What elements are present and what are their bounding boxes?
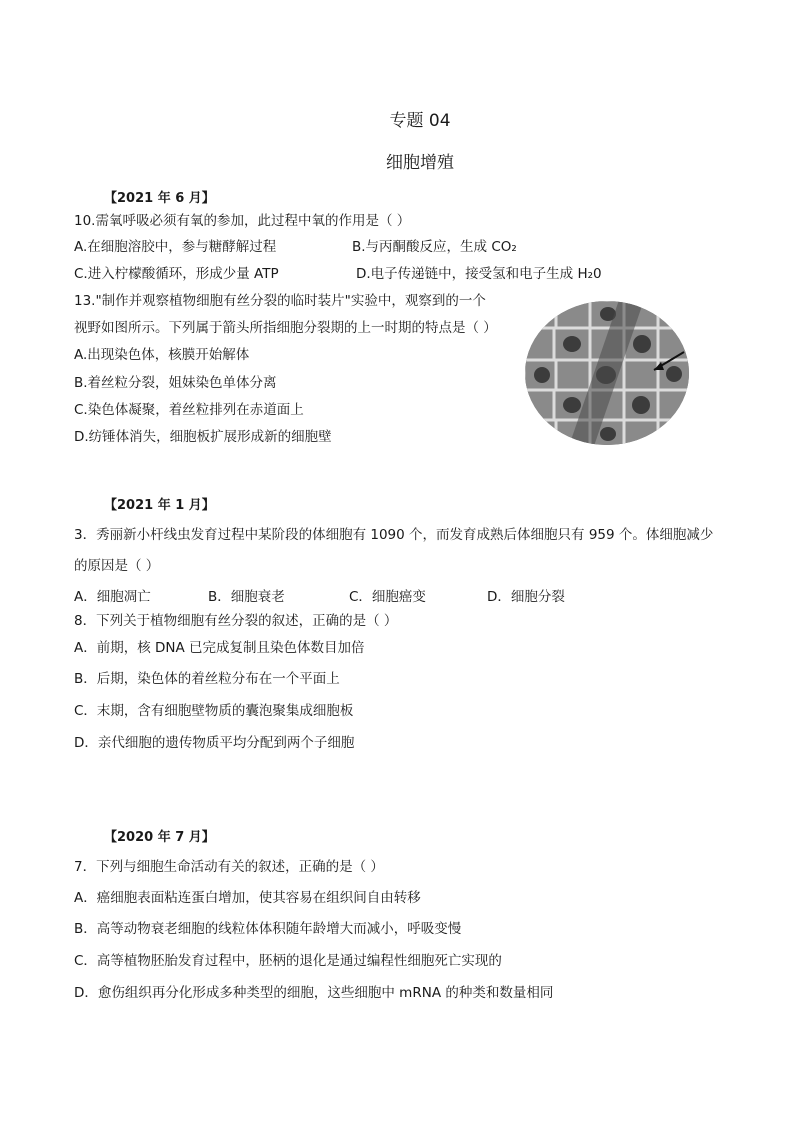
page-title: 专题 04 bbox=[389, 111, 451, 131]
q3-option-d: D．细胞分裂 bbox=[487, 589, 565, 605]
q13-option-b: B.着丝粒分裂，姐妹染色单体分离 bbox=[74, 375, 277, 391]
q8-option-a: A．前期，核 DNA 已完成复制且染色体数目加倍 bbox=[74, 640, 365, 656]
q10-option-d: D.电子传递链中，接受氢和电子生成 H₂0 bbox=[356, 266, 602, 282]
q7-option-d: D．愈伤组织再分化形成多种类型的细胞，这些细胞中 mRNA 的种类和数量相同 bbox=[74, 985, 554, 1001]
q7-option-c: C．高等植物胚胎发育过程中，胚柄的退化是通过编程性细胞死亡实现的 bbox=[74, 953, 502, 969]
microscope-cell-image bbox=[524, 300, 690, 446]
q10-option-b: B.与丙酮酸反应，生成 CO₂ bbox=[352, 239, 517, 255]
q8-option-c: C．末期，含有细胞壁物质的囊泡聚集成细胞板 bbox=[74, 703, 354, 719]
section-tag-2021-06: 【2021 年 6 月】 bbox=[104, 191, 215, 206]
q7-option-a: A．癌细胞表面粘连蛋白增加，使其容易在组织间自由转移 bbox=[74, 890, 421, 906]
q13-option-a: A.出现染色体，核膜开始解体 bbox=[74, 347, 250, 363]
q3-option-b: B．细胞衰老 bbox=[208, 589, 285, 605]
q13-stem-line1: 13."制作并观察植物细胞有丝分裂的临时装片"实验中，观察到的一个 bbox=[74, 293, 486, 309]
q7-option-b: B．高等动物衰老细胞的线粒体体积随年龄增大而减小，呼吸变慢 bbox=[74, 921, 462, 937]
q10-stem: 10.需氧呼吸必须有氧的参加，此过程中氧的作用是（ ） bbox=[74, 213, 411, 229]
q8-stem: 8．下列关于植物细胞有丝分裂的叙述，正确的是（ ） bbox=[74, 613, 398, 629]
q3-stem-line2: 的原因是（ ） bbox=[74, 558, 160, 574]
q13-option-c: C.染色体凝聚，着丝粒排列在赤道面上 bbox=[74, 402, 304, 418]
q13-option-d: D.纺锤体消失，细胞板扩展形成新的细胞壁 bbox=[74, 429, 332, 445]
section-tag-2020-07: 【2020 年 7 月】 bbox=[104, 830, 215, 845]
q3-option-c: C．细胞癌变 bbox=[349, 589, 426, 605]
q10-option-a: A.在细胞溶胶中，参与糖酵解过程 bbox=[74, 239, 277, 255]
section-tag-2021-01: 【2021 年 1 月】 bbox=[104, 498, 215, 513]
q10-option-c: C.进入柠檬酸循环，形成少量 ATP bbox=[74, 266, 279, 282]
q13-stem-line2: 视野如图所示。下列属于箭头所指细胞分裂期的上一时期的特点是（ ） bbox=[74, 320, 497, 336]
q8-option-d: D．亲代细胞的遗传物质平均分配到两个子细胞 bbox=[74, 735, 355, 751]
q7-stem: 7．下列与细胞生命活动有关的叙述，正确的是（ ） bbox=[74, 859, 384, 875]
page-subtitle: 细胞增殖 bbox=[386, 153, 454, 173]
q3-stem-line1: 3．秀丽新小杆线虫发育过程中某阶段的体细胞有 1090 个，而发育成熟后体细胞只有 959 个。体细胞减少 bbox=[74, 527, 714, 543]
q8-option-b: B．后期，染色体的着丝粒分布在一个平面上 bbox=[74, 671, 340, 687]
q3-option-a: A．细胞凋亡 bbox=[74, 589, 151, 605]
